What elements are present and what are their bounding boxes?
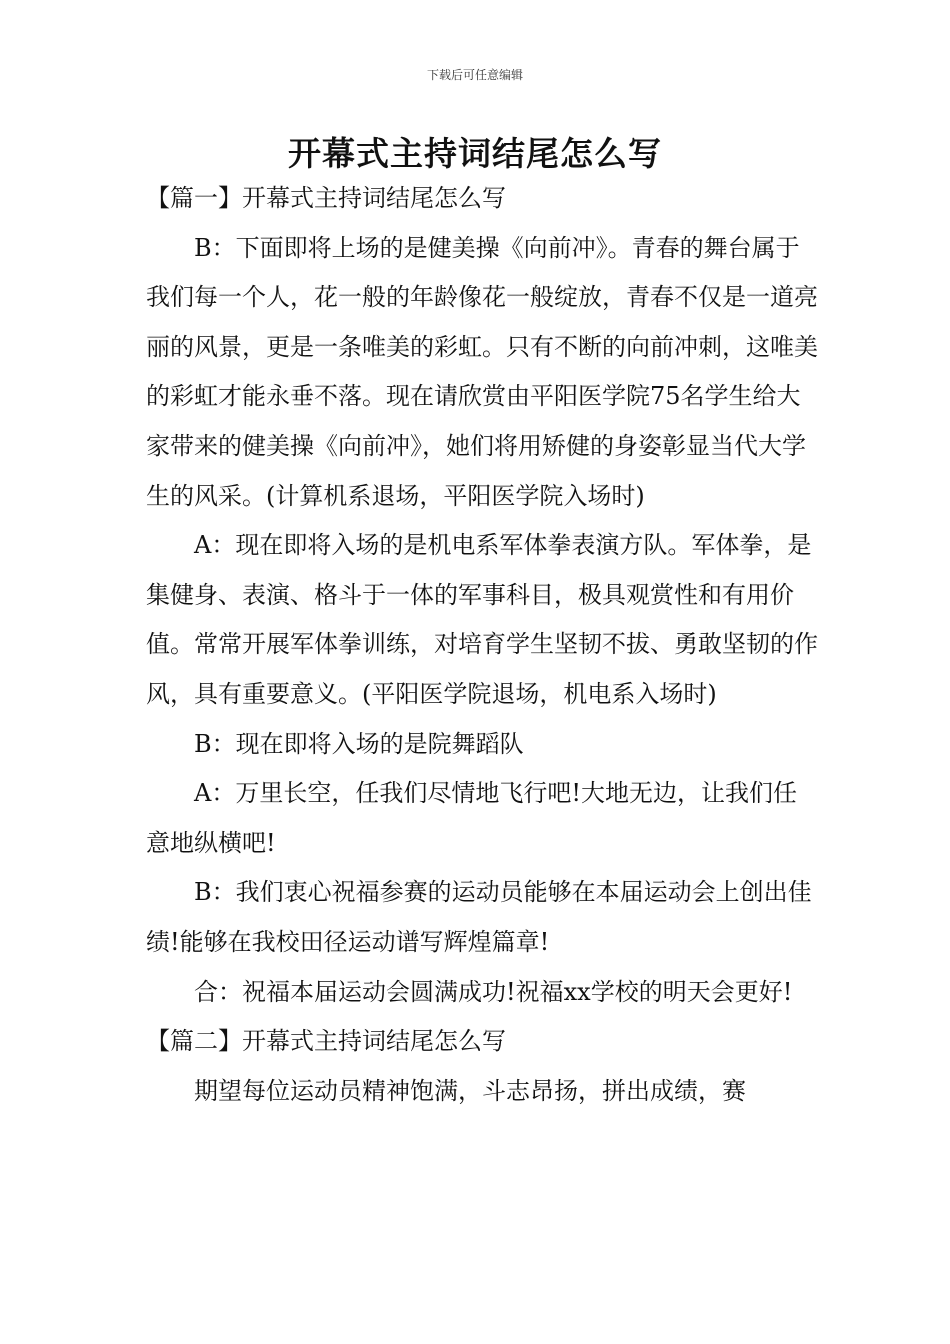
document-title: 开幕式主持词结尾怎么写 [288,134,662,173]
paragraph: B：现在即将入场的是院舞蹈队 [194,729,524,758]
section-heading: 【篇一】开幕式主持词结尾怎么写 [146,184,506,212]
paragraph: 合：祝福本届运动会圆满成功!祝福xx学校的明天会更好!【篇二】开幕式主持词结尾怎么写 [146,977,793,1056]
header-note: 下载后可任意编辑 [426,68,523,82]
document-body [146,174,818,1116]
paragraph: 期望每位运动员精神饱满，斗志昂扬，拼出成绩，赛 [194,1076,746,1105]
paragraph: A：现在即将入场的是机电系军体拳表演方队。军体拳，是集健身、表演、格斗于一体的军事科目，极具观赏性和有用价值。常常开展军体拳训练，对培育学生坚韧不拔、勇敢坚韧的作风，具有重要意义。(平阳医学院退场，机电系入场时) [146,531,818,708]
paragraph: B：下面即将上场的是健美操《向前冲》。青春的舞台属于我们每一个人，花一般的年龄像花一般绽放，青春不仅是一道亮丽的风景，更是一条唯美的彩虹。只有不断的向前冲刺，这唯美的彩虹才能永垂不落。现在请欣赏由平阳医学院75名学生给大家带来的健美操《向前冲》，她们将用矫健的身姿彰显当代大学生的风采。(计算机系退场，平阳医学院入场时) [146,233,818,510]
paragraph: B：我们衷心祝福参赛的运动员能够在本届运动会上创出佳绩!能够在我校田径运动谱写辉煌篇章! [146,878,812,956]
paragraph: A：万里长空，任我们尽情地飞行吧!大地无边，让我们任意地纵横吧! [146,779,797,857]
